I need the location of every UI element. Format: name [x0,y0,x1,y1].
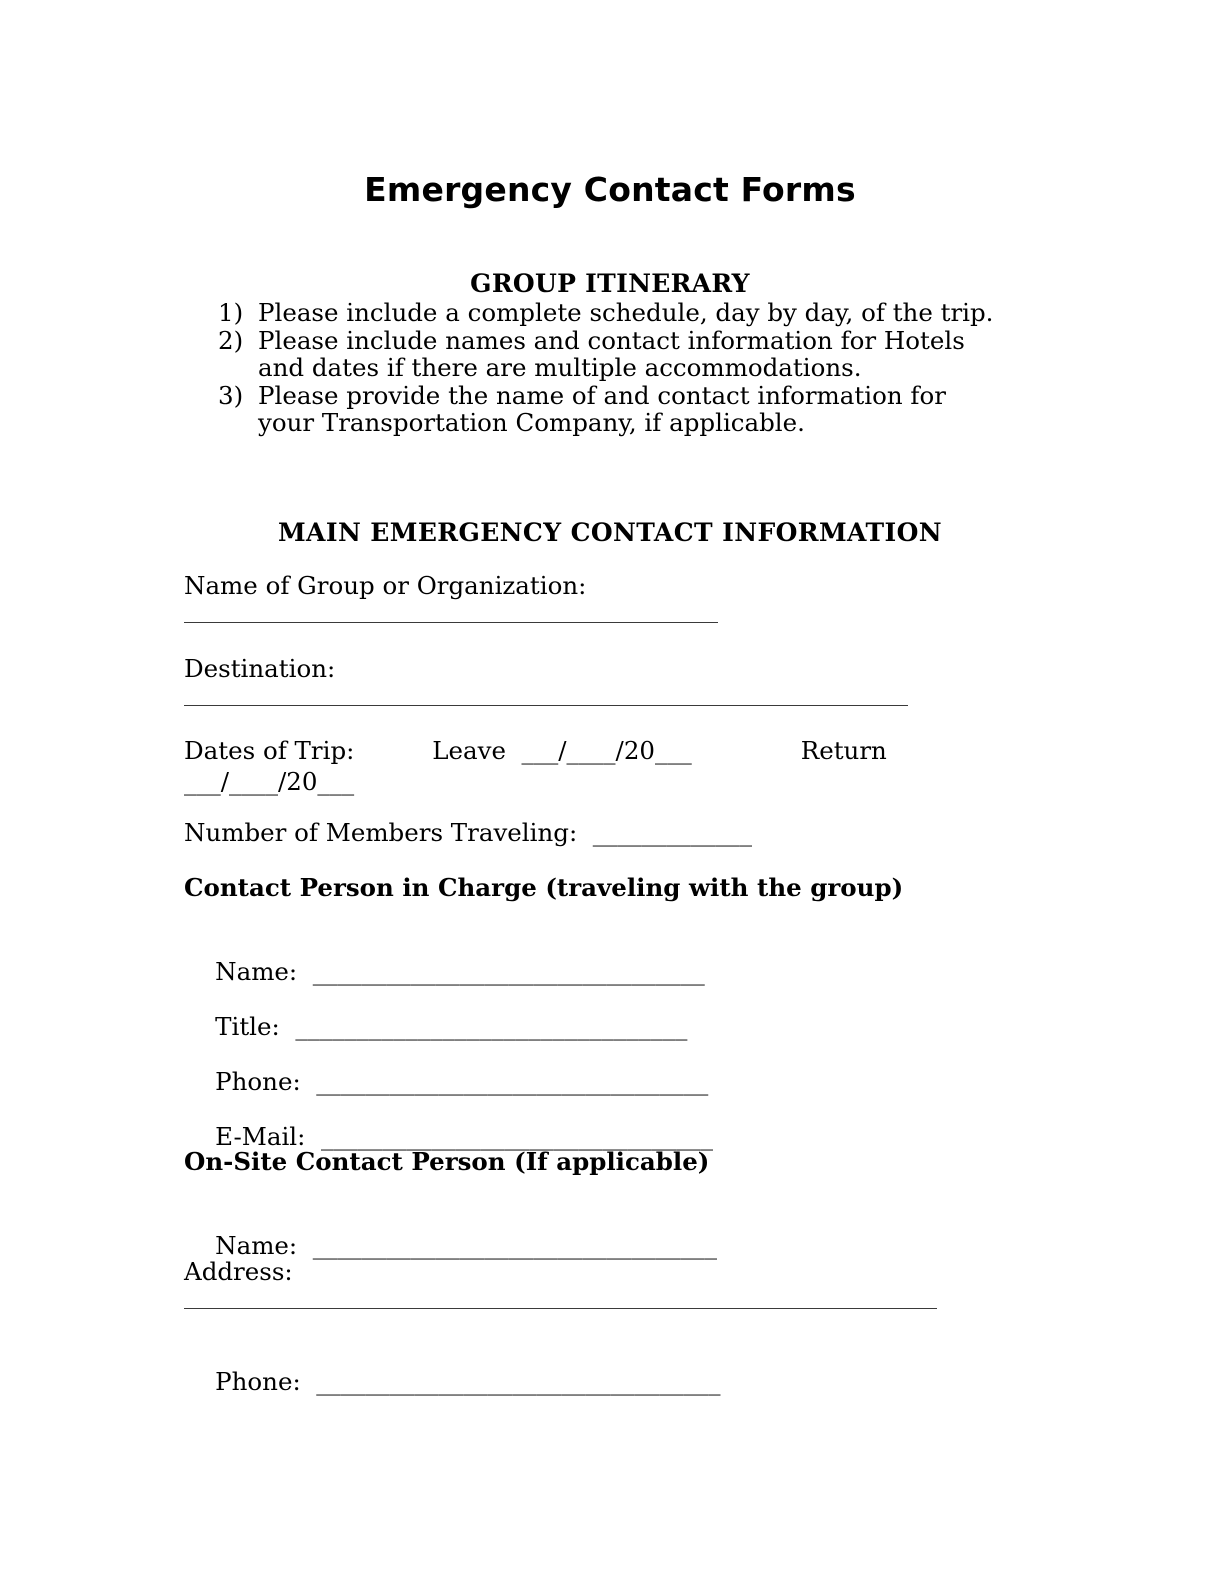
group-name-blank-rule[interactable] [184,622,718,623]
page-title: Emergency Contact Forms [364,170,856,209]
contact-in-charge-heading: Contact Person in Charge (traveling with the group) [184,873,904,902]
list-item [218,327,1008,382]
list-item-marker: 2) [218,325,244,355]
dates-of-trip-line-1[interactable]: Dates of Trip: Leave ___/____/20___ Return [184,736,887,765]
field-blank[interactable]: ________________________________ [305,1121,713,1151]
field-blank[interactable]: _________________________________ [297,1230,718,1260]
onsite-contact-address-label: Address: [184,1257,293,1286]
field-label: Title: [215,1011,280,1041]
list-item-text: Please include names and contact information for Hotels and dates if there are multiple accommodations. [258,325,965,383]
main-emergency-contact-heading: MAIN EMERGENCY CONTACT INFORMATION [277,518,943,547]
destination-label: Destination: [184,654,336,683]
field-label: Phone: [215,1066,301,1096]
field-label: Phone: [215,1366,301,1396]
onsite-contact-heading: On-Site Contact Person (If applicable) [184,1147,710,1176]
field-blank[interactable]: ________________________________ [279,1011,688,1041]
onsite-contact-phone-field[interactable] [184,1340,721,1423]
list-item [218,382,1008,437]
field-blank[interactable]: ________________________________ [300,1066,709,1096]
group-itinerary-list [218,299,1008,437]
list-item-text: Please include a complete schedule, day by day, of the trip. [258,298,994,327]
members-traveling-field[interactable]: Number of Members Traveling: _____________ [184,818,753,847]
field-blank[interactable]: ________________________________ [297,956,705,986]
destination-blank-rule[interactable] [184,705,908,706]
field-blank[interactable]: _________________________________ [300,1366,721,1396]
field-label: E-Mail: [215,1121,306,1151]
dates-of-trip-line-2[interactable]: ___/____/20___ [184,767,355,796]
field-label: Name: [215,956,298,986]
list-item [218,299,1008,327]
list-item-text: Please provide the name of and contact information for your Transportation Company, if applicable. [258,380,946,438]
list-item-marker: 3) [218,380,244,410]
onsite-contact-address-blank-rule[interactable] [184,1308,937,1309]
group-itinerary-heading: GROUP ITINERARY [470,269,750,298]
group-name-label: Name of Group or Organization: [184,571,587,600]
field-label: Name: [215,1230,298,1260]
list-item-marker: 1) [218,298,244,327]
